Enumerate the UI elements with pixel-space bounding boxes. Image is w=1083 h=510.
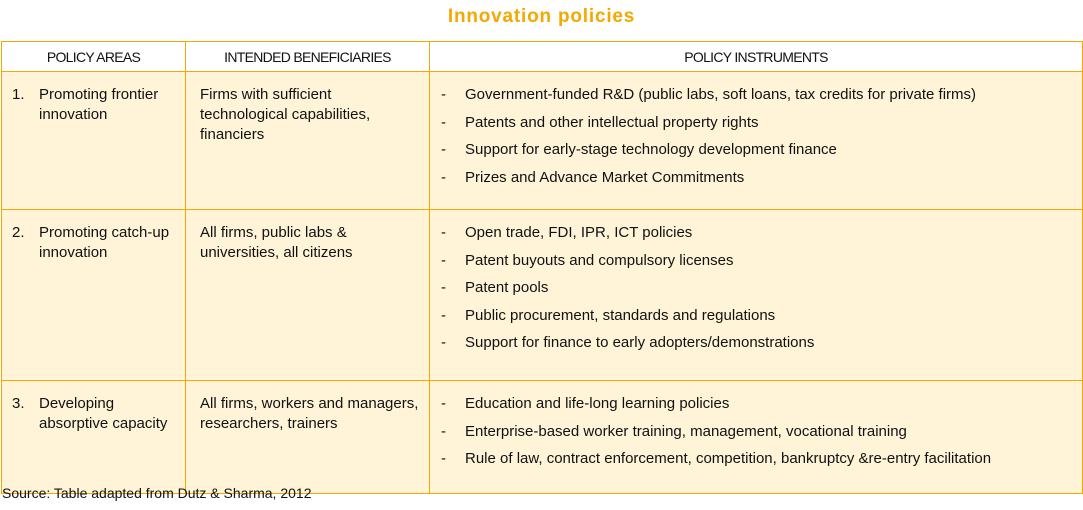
dash-bullet: -	[441, 113, 446, 131]
dash-bullet: -	[441, 251, 446, 269]
instrument-text: Patents and other intellectual property rights	[465, 113, 759, 131]
policy-area-text: Promoting catch-up innovation	[39, 224, 170, 261]
dash-bullet: -	[441, 334, 446, 351]
dash-bullet: -	[441, 141, 446, 158]
beneficiaries-text: All firms, workers and managers, researchers, trainers	[200, 395, 419, 432]
beneficiaries-text: Firms with sufficient technological capabilities, financiers	[200, 86, 371, 143]
instrument-item	[441, 85, 1081, 105]
table-row	[2, 381, 1083, 494]
instrument-item	[441, 251, 1081, 271]
instrument-text: Patent pools	[465, 279, 549, 296]
instrument-item	[441, 140, 1081, 160]
policy-area-text: Developing absorptive capacity	[39, 395, 168, 432]
instrument-text: Prizes and Advance Market Commitments	[465, 168, 745, 186]
instrument-text: Public procurement, standards and regulations	[465, 306, 776, 324]
policy-area-cell	[2, 210, 186, 381]
table-title: Innovation policies	[447, 6, 636, 27]
dash-bullet: -	[441, 450, 446, 467]
policy-area-cell	[2, 72, 186, 210]
instrument-text: Rule of law, contract enforcement, competition, bankruptcy &re-entry facilitation	[465, 450, 992, 467]
instrument-item	[441, 422, 1081, 442]
header-intended-beneficiaries: INTENDED BENEFICIARIES	[186, 42, 430, 72]
innovation-policies-table	[1, 41, 1083, 494]
instrument-text: Support for early-stage technology development finance	[465, 141, 837, 158]
instrument-item	[441, 223, 1081, 243]
beneficiaries-text: All firms, public labs & universities, all citizens	[200, 224, 353, 261]
dash-bullet: -	[441, 224, 446, 241]
instrument-item	[441, 394, 1081, 414]
instruments-cell	[430, 72, 1083, 210]
instrument-text: Open trade, FDI, IPR, ICT policies	[465, 224, 693, 241]
instrument-item	[441, 113, 1081, 133]
instruments-list	[431, 211, 1081, 353]
header-row	[2, 42, 1083, 72]
dash-bullet: -	[441, 86, 446, 103]
table-row	[2, 72, 1083, 210]
header-policy-areas: POLICY AREAS	[2, 42, 186, 72]
instrument-item	[441, 333, 1081, 353]
instrument-text: Education and life-long learning policies	[465, 395, 730, 412]
instrument-item	[441, 278, 1081, 298]
instruments-list	[431, 382, 1081, 469]
dash-bullet: -	[441, 279, 446, 296]
instruments-cell	[430, 210, 1083, 381]
row-number: 2.	[12, 224, 25, 241]
dash-bullet: -	[441, 395, 446, 412]
beneficiaries-cell	[186, 210, 430, 381]
header-policy-instruments: POLICY INSTRUMENTS	[430, 42, 1083, 72]
table-row	[2, 210, 1083, 381]
instrument-item	[441, 449, 1081, 469]
instruments-list	[431, 73, 1081, 188]
instrument-item	[441, 306, 1081, 326]
instruments-cell	[430, 381, 1083, 494]
dash-bullet: -	[441, 168, 446, 186]
dash-bullet: -	[441, 306, 446, 324]
instrument-text: Support for finance to early adopters/demonstrations	[465, 334, 815, 351]
beneficiaries-cell	[186, 72, 430, 210]
instrument-text: Patent buyouts and compulsory licenses	[465, 251, 734, 269]
instrument-item	[441, 168, 1081, 188]
row-number: 3.	[12, 395, 25, 412]
instrument-text: Government-funded R&D (public labs, soft loans, tax credits for private firms)	[465, 86, 977, 103]
dash-bullet: -	[441, 422, 446, 440]
policy-area-cell	[2, 381, 186, 494]
policy-area-text: Promoting frontier innovation	[39, 86, 159, 123]
row-number: 1.	[12, 86, 25, 103]
instrument-text: Enterprise-based worker training, management, vocational training	[465, 422, 907, 440]
beneficiaries-cell	[186, 381, 430, 494]
source-note: Source: Table adapted from Dutz & Sharma, 2012	[2, 485, 312, 501]
